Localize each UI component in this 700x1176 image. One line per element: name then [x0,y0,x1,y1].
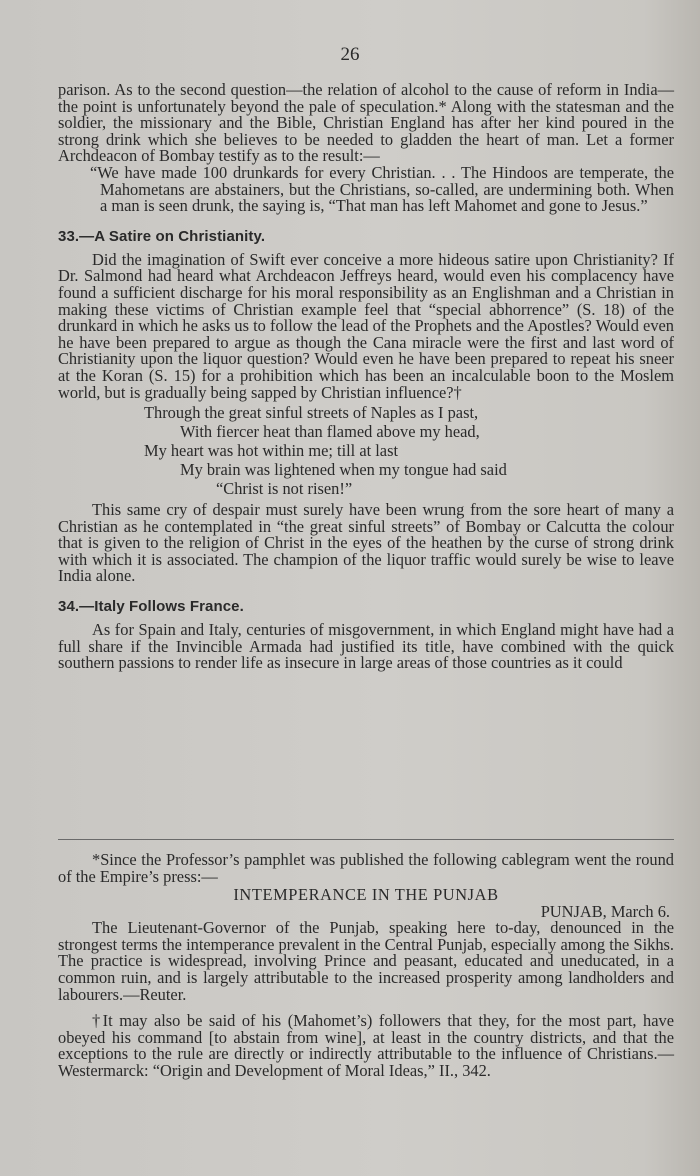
footnote-star: *Since the Professor’s pamphlet was published the following cablegram went the round of the Empire’s press:— [58,850,674,886]
archdeacon-quote: “We have made 100 drunkards for every Christian. . . The Hindoos are temperate, the Mahometans are abstainers, but the Christians, so-called, are undermining both. When a man is seen drunk, the saying is, “That man has left Mahomet and gone to Jesus.” [90,162,674,216]
paragraph-despair: This same cry of despair must surely have been wrung from the sore heart of many a Christian as he contemplated in “the great sinful streets” of Bombay or Calcutta the colour that is given to the religion of Christ in the eyes of the heathen by the curse of strong drink with which it is associated. The champion of the liquor traffic would surely be wise to leave India alone. [58,500,674,586]
poem-line: My brain was lightened when my tongue had said [180,460,507,480]
page-number: 26 [340,44,360,65]
cable-body: The Lieutenant-Governor of the Punjab, speaking here to-day, denounced in the strongest terms the intemperance prevalent in the Central Punjab, especially among the Sikhs. The practice is widespread, involving Prince and peasant, educated and uneducated, in a common ruin, and is largely attributable to the increased prosperity among landholders and labourers.—Reuter. [58,918,674,1004]
poem-line: Through the great sinful streets of Naples as I past, [144,403,479,423]
poem-line: With fiercer heat than flamed above my head, [180,422,480,442]
poem-block [58,403,674,498]
poem-line: My heart was hot within me; till at last [144,441,399,461]
section-heading-34: 34.—Italy Follows France. [58,598,244,616]
cable-dateline: PUNJAB, March 6. [540,902,670,922]
footnotes [58,852,674,1080]
footnote-divider [58,839,674,840]
paragraph-spain-italy: As for Spain and Italy, centuries of misgovernment, in which England might have had a full share if the Invincible Armada had justified its title, have combined with the quick southern passions to render life as insecure in large areas of those countries as it could [58,620,674,673]
poem-line: “Christ is not risen!” [216,479,353,499]
section-heading-33: 33.—A Satire on Christianity. [58,227,266,245]
paragraph-parison: parison. As to the second question—the relation of alcohol to the cause of reform in India—the point is unfortunately beyond the pale of speculation.* Along with the statesman and the soldier, the missionary and the Bible, Christian England has after her kind poured in the strong drink which she believes to be needed to gladden the heart of man. Let a former Archdeacon of Bombay testify as to the result:— [58,80,674,166]
footnote-dagger: †It may also be said of his (Mahomet’s) followers that they, for the most part, have obeyed his command [to abstain from wine], at least in the country districts, and that the exceptions to the rule are directly or indirectly attributable to the influence of Christians.—Westermarck: “Origin and Development of Moral Ideas,” II., 342. [58,1011,674,1080]
cable-title: INTEMPERANCE IN THE PUNJAB [233,885,499,905]
main-text [58,82,674,672]
paragraph-satire: Did the imagination of Swift ever conceive a more hideous satire upon Christianity? If Dr. Salmond had heard what Archdeacon Jeffreys heard, would even his complacency have found a sufficient discharge for his moral responsibility as an Englishman and a Christian in making these victims of Christian example feel that “special abhorrence” (S. 18) of the drunkard in which he asks us to follow the lead of the Prophets and the Apostles? Would even he have been prepared to argue as though the Cana miracle were the first and last word of Christianity upon the liquor question? Would even he have been prepared to repeat his sneer at the Koran (S. 15) for a prohibition which has been an incalculable boon to the Moslem world, but is gradually being sapped by Christian influence?† [58,249,674,402]
